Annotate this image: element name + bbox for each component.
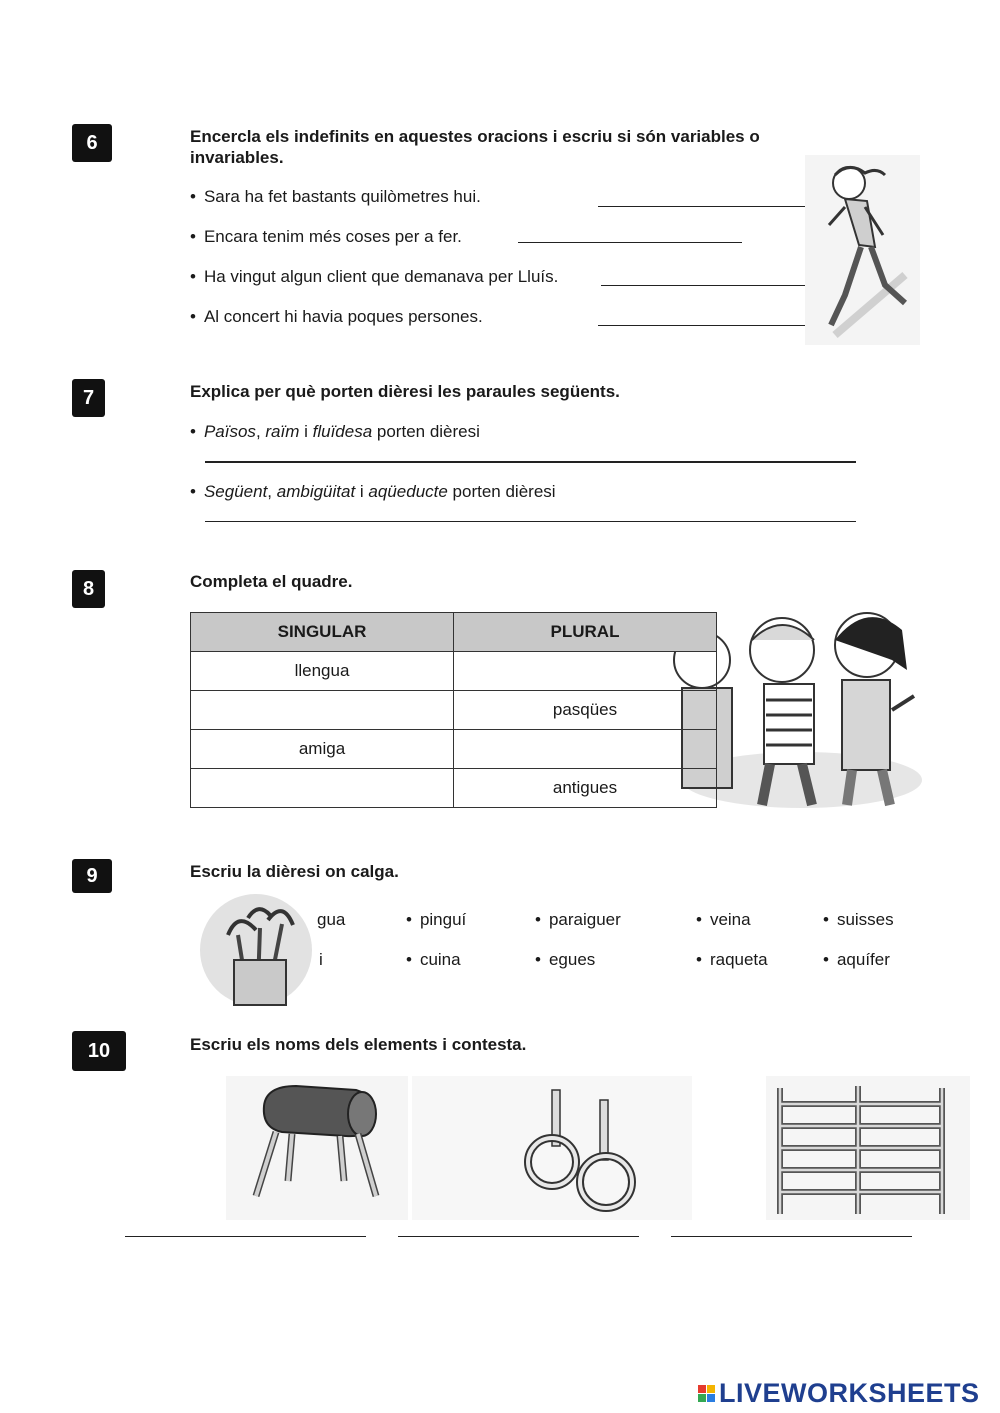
- column-header-singular: SINGULAR: [191, 613, 454, 652]
- ex6-item-3: • Ha vingut algun client que demanava per Lluís.: [190, 267, 559, 286]
- exercise-number-6: 6: [72, 124, 112, 162]
- word-2-5[interactable]: • aquífer: [823, 950, 890, 969]
- liveworksheets-logo: [698, 1378, 980, 1409]
- logo-squares-icon: [698, 1385, 715, 1402]
- ex6-item-2: • Encara tenim més coses per a fer.: [190, 227, 462, 246]
- table-cell: pasqües: [454, 691, 717, 730]
- exercise-number-9: 9: [72, 859, 112, 893]
- table-row: [191, 691, 717, 730]
- logo-text: LIVEWORKSHEETS: [719, 1378, 980, 1408]
- ex7-answer-line-2[interactable]: [205, 521, 856, 522]
- wall-bars-illustration: [766, 1076, 970, 1220]
- table-cell-input[interactable]: [454, 730, 717, 769]
- word-1-2[interactable]: • pinguí: [406, 910, 467, 929]
- ex6-answer-line-3[interactable]: [601, 285, 823, 286]
- exercise-8-title: Completa el quadre.: [190, 572, 353, 591]
- ex7-answer-line-1[interactable]: [205, 461, 856, 463]
- column-header-plural: PLURAL: [454, 613, 717, 652]
- vaulting-horse-illustration: [226, 1076, 408, 1220]
- exercise-number-10: 10: [72, 1031, 126, 1071]
- ex10-answer-line-3[interactable]: [671, 1236, 912, 1237]
- word-1-5[interactable]: • suisses: [823, 910, 894, 929]
- word-1-3[interactable]: • paraiguer: [535, 910, 621, 929]
- table-row: [191, 730, 717, 769]
- word-1-1[interactable]: gua: [317, 910, 346, 929]
- word-2-4[interactable]: • raqueta: [696, 950, 768, 969]
- ex6-answer-line-1[interactable]: [598, 206, 822, 207]
- ex6-answer-line-4[interactable]: [598, 325, 822, 326]
- running-girl-illustration: [805, 155, 920, 345]
- table-cell-input[interactable]: [454, 652, 717, 691]
- table-row: [191, 769, 717, 808]
- plural-table: [190, 612, 717, 808]
- table-row: [191, 652, 717, 691]
- exercise-number-7: 7: [72, 379, 105, 417]
- table-cell-input[interactable]: [191, 691, 454, 730]
- exercise-number-8: 8: [72, 570, 105, 608]
- exercise-9-title: Escriu la dièresi on calga.: [190, 862, 399, 881]
- ex10-answer-line-1[interactable]: [125, 1236, 366, 1237]
- table-cell: amiga: [191, 730, 454, 769]
- table-cell: llengua: [191, 652, 454, 691]
- table-cell-input[interactable]: [191, 769, 454, 808]
- ex6-item-4: • Al concert hi havia poques persones.: [190, 307, 483, 326]
- word-2-1[interactable]: i: [319, 950, 323, 969]
- ex6-item-1: • Sara ha fet bastants quilòmetres hui.: [190, 187, 481, 206]
- word-1-4[interactable]: • veina: [696, 910, 751, 929]
- ex7-item-1: • Països, raïm i fluïdesa porten dièresi: [190, 422, 480, 441]
- ex6-answer-line-2[interactable]: [518, 242, 742, 243]
- gymnastic-rings-illustration: [412, 1076, 692, 1220]
- ex10-answer-line-2[interactable]: [398, 1236, 639, 1237]
- exercise-10-title: Escriu els noms dels elements i contesta.: [190, 1035, 527, 1054]
- table-cell: antigues: [454, 769, 717, 808]
- exercise-6-title: Encercla els indefinits en aquestes oracions i escriu si són variables o invariables.: [190, 127, 760, 167]
- umbrella-stand-illustration: [198, 890, 314, 1010]
- exercise-7-title: Explica per què porten dièresi les paraules següents.: [190, 382, 620, 401]
- word-2-2[interactable]: • cuina: [406, 950, 461, 969]
- word-2-3[interactable]: • egues: [535, 950, 596, 969]
- ex7-item-2: • Següent, ambigüitat i aqüeducte porten dièresi: [190, 482, 556, 501]
